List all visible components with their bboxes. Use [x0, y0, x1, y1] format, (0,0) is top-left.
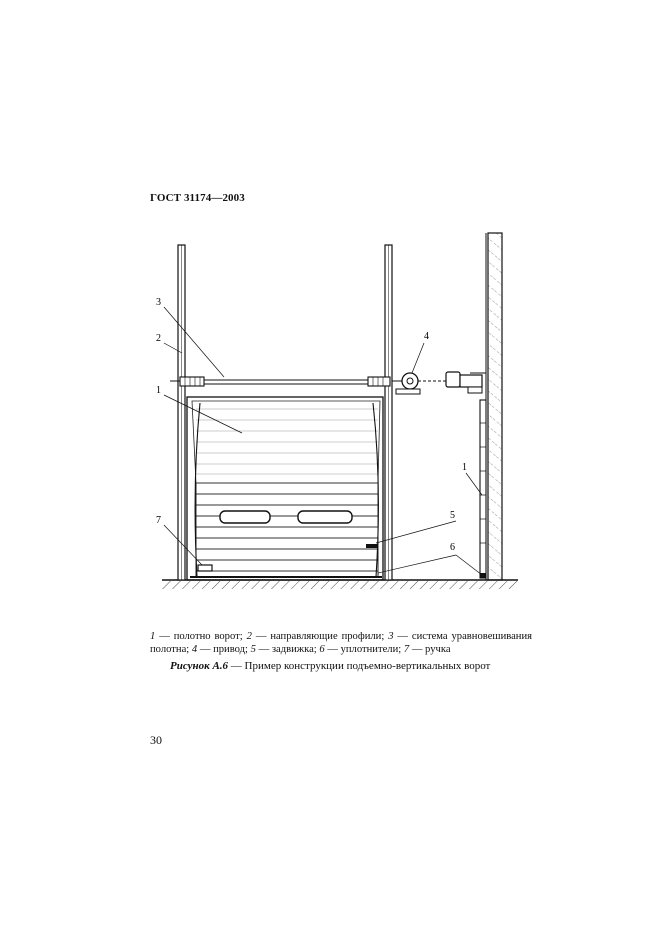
figure-caption-label: Рисунок А.6 — [170, 660, 229, 672]
door-window-left — [220, 511, 270, 523]
figure-legend — [150, 630, 532, 656]
door-frame — [187, 397, 383, 580]
building-wall — [486, 233, 502, 580]
callout-3: 3 — [156, 297, 161, 308]
door-leaf — [190, 401, 382, 577]
floor — [162, 580, 518, 589]
left-guide-profile — [178, 245, 185, 580]
side-view-drive — [446, 372, 486, 393]
door-window-right — [298, 511, 352, 523]
gate-drawing — [150, 225, 520, 605]
legend-text-3: — система уравновешивания полотна; — [150, 631, 533, 655]
legend-num-6: 6 — [319, 644, 325, 655]
legend-num-4: 4 — [191, 644, 198, 655]
callout-7: 7 — [156, 515, 161, 526]
door-handle — [198, 565, 212, 571]
legend-text-1: — полотно ворот; — [159, 631, 243, 642]
legend-text-5: — задвижка; — [258, 644, 317, 655]
balancing-shaft — [170, 377, 390, 386]
legend-num-1: 1 — [150, 631, 156, 642]
callout-4: 4 — [424, 331, 429, 342]
drive-unit — [392, 373, 446, 394]
legend-text-2: — направляющие профили; — [255, 631, 385, 642]
figure-caption-text: — Пример конструкции подъемно-вертикальных ворот — [230, 660, 491, 672]
legend-num-7: 7 — [403, 644, 410, 655]
callout-5: 5 — [450, 510, 455, 521]
leader-lines — [164, 307, 482, 575]
side-view-door-leaf — [480, 400, 486, 578]
legend-num-2: 2 — [246, 631, 252, 642]
legend-text-6: — уплотнители; — [327, 644, 402, 655]
legend-text-7: — ручка — [411, 644, 451, 655]
figure-caption — [170, 660, 530, 672]
callout-2: 2 — [156, 333, 161, 344]
document-header: ГОСТ 31174—2003 — [150, 192, 245, 204]
callout-1-left: 1 — [156, 385, 161, 396]
legend-text-4: — привод; — [199, 644, 248, 655]
callout-1-right: 1 — [462, 462, 467, 473]
gate-construction-figure — [150, 225, 520, 610]
page-number: 30 — [150, 733, 162, 747]
right-guide-profile — [385, 245, 392, 580]
legend-num-3: 3 — [388, 631, 394, 642]
legend-num-5: 5 — [250, 644, 256, 655]
callout-6: 6 — [450, 542, 455, 553]
door-latch — [366, 544, 378, 548]
